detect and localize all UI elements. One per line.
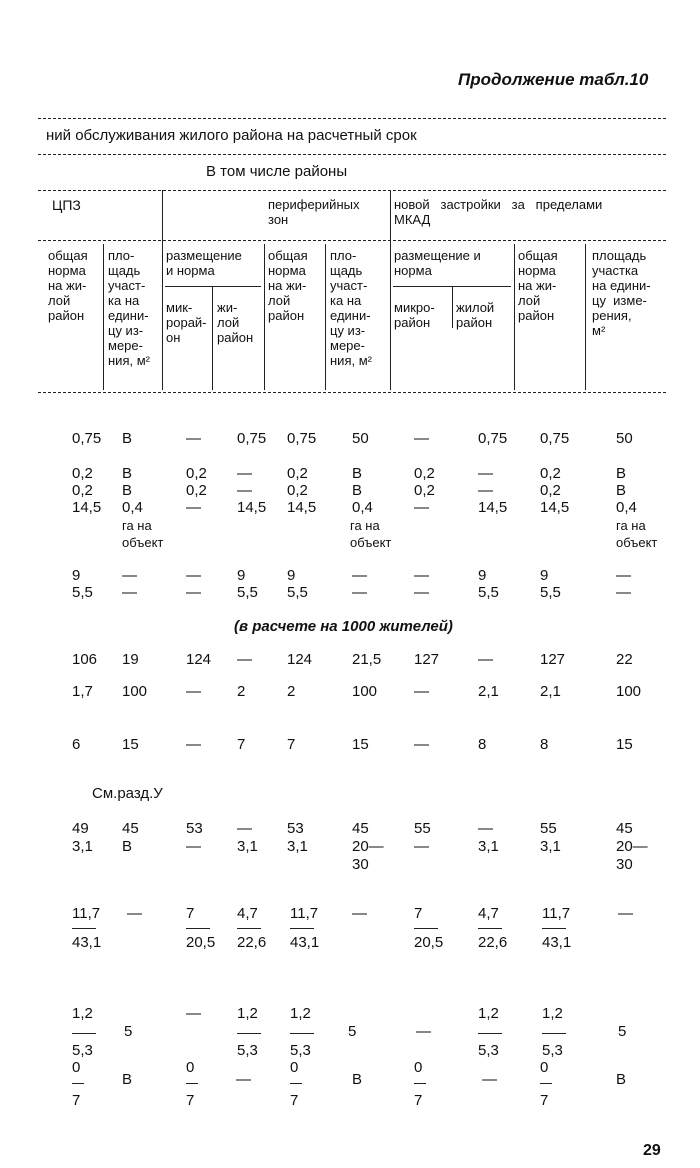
table-cell: 15 — [616, 736, 633, 753]
table-cell: — — [616, 567, 631, 584]
table-cell: 14,5 — [237, 499, 267, 516]
table-cell: 20— — [616, 838, 648, 855]
fraction-numerator: 11,7 — [72, 905, 101, 922]
table-cell: — — [237, 651, 252, 668]
table-cell: 14,5 — [540, 499, 570, 516]
table-cell: — — [478, 651, 493, 668]
table-cell: 2 — [287, 683, 296, 700]
vline-c6 — [514, 244, 515, 390]
table-cell: — — [237, 482, 252, 499]
table-cell: 5 — [348, 1023, 357, 1040]
fraction-numerator: 0 — [72, 1059, 81, 1076]
fraction-bar — [478, 928, 502, 929]
table-cell: 3,1 — [287, 838, 308, 855]
table-cell: 0,2 — [186, 482, 207, 499]
table-cell: — — [186, 430, 201, 447]
fraction-bar — [72, 1083, 84, 1084]
table-cell: — — [478, 465, 493, 482]
group-new-development: новой застройки за пределами МКАД — [394, 197, 603, 227]
continuation-title: Продолжение табл.10 — [458, 70, 649, 89]
table-cell: — — [186, 838, 201, 855]
col-header-6: размещение и норма — [394, 248, 481, 278]
fraction-bar — [290, 1033, 314, 1034]
table-cell: — — [478, 482, 493, 499]
table-cell: 0,75 — [72, 430, 102, 447]
fraction-bar — [186, 928, 210, 929]
row11-cont-1: 30 — [352, 856, 369, 873]
table-cell: 0,75 — [540, 430, 570, 447]
table-cell: 9 — [237, 567, 246, 584]
table-cell: 50 — [616, 430, 633, 447]
fraction-bar — [290, 1083, 302, 1084]
table-cell: — — [414, 430, 429, 447]
table-cell: 0,4 — [352, 499, 373, 516]
col-header-2: пло- щадь участ- ка на едини- цу из- мере- ния, м² — [108, 248, 150, 368]
table-cell: — — [414, 567, 429, 584]
fraction-denominator: 43,1 — [542, 934, 572, 951]
table-cell: 2,1 — [478, 683, 499, 700]
table-cell: 6 — [72, 736, 81, 753]
table-cell: — — [414, 683, 429, 700]
fraction-denominator: 43,1 — [72, 934, 102, 951]
col-header-3: размещение и норма — [166, 248, 242, 278]
vline-c1 — [103, 244, 104, 390]
table-cell: — — [236, 1071, 251, 1088]
table-cell: 106 — [72, 651, 98, 668]
vline-c3 — [264, 244, 265, 390]
table-cell: 0,2 — [540, 465, 561, 482]
table-cell: — — [186, 683, 201, 700]
table-cell: 5,5 — [237, 584, 258, 601]
table-cell: — — [186, 736, 201, 753]
fraction-numerator: 1,2 — [290, 1005, 311, 1022]
table-cell: 5,5 — [287, 584, 308, 601]
col-header-4: общая норма на жи- лой район — [268, 248, 308, 323]
table-cell: 15 — [122, 736, 139, 753]
table-cell: 3,1 — [237, 838, 258, 855]
table-cell: 0,4 — [616, 499, 637, 516]
table-cell: 15 — [352, 736, 369, 753]
fraction-numerator: — — [618, 905, 633, 922]
see-section: См.разд.У — [92, 785, 163, 802]
table-cell: 22 — [616, 651, 633, 668]
note-b-2: объект — [350, 535, 392, 550]
table-cell: 124 — [186, 651, 212, 668]
col-header-6a: микро- район — [394, 300, 435, 330]
table-cell: 9 — [72, 567, 81, 584]
fraction-denominator: 5,3 — [72, 1042, 93, 1059]
page-number: 29 — [643, 1142, 661, 1159]
table-cell: — — [186, 584, 201, 601]
fraction-numerator: 0 — [414, 1059, 423, 1076]
group-peripheral: периферийных зон — [268, 197, 360, 227]
note-a-3: га на — [616, 518, 646, 533]
table-cell: 0,2 — [72, 465, 93, 482]
vline-peripheral-new — [390, 190, 391, 390]
table-cell: 45 — [352, 820, 369, 837]
fraction-bar — [542, 928, 566, 929]
table-cell: 14,5 — [72, 499, 102, 516]
table-cell: 3,1 — [72, 838, 93, 855]
fraction-numerator: — — [186, 1005, 201, 1022]
col-header-6b: жилой район — [456, 300, 495, 330]
table-cell: 0,2 — [414, 482, 435, 499]
table-cell: 3,1 — [478, 838, 499, 855]
fraction-numerator: 1,2 — [237, 1005, 258, 1022]
table-cell: 8 — [540, 736, 549, 753]
vline-c4 — [325, 244, 326, 390]
table-cell: 49 — [72, 820, 89, 837]
note-a-2: га на — [350, 518, 380, 533]
vline-cpz-peripheral — [162, 190, 163, 390]
table-cell: 3,1 — [540, 838, 561, 855]
vline-c6ab — [452, 286, 453, 328]
fraction-bar — [237, 928, 261, 929]
fraction-numerator: 4,7 — [237, 905, 258, 922]
rule-4 — [38, 240, 666, 241]
table-cell: — — [122, 567, 137, 584]
table-cell: — — [414, 584, 429, 601]
table-cell: 0,75 — [237, 430, 267, 447]
fraction-numerator: 1,2 — [72, 1005, 93, 1022]
table-cell: — — [122, 584, 137, 601]
fraction-numerator: — — [352, 905, 367, 922]
header-subtitle: В том числе районы — [206, 163, 348, 180]
table-cell: 1,7 — [72, 683, 93, 700]
fraction-bar — [290, 928, 314, 929]
fraction-denominator: 7 — [540, 1092, 549, 1109]
fraction-denominator: 7 — [414, 1092, 423, 1109]
table-cell: — — [414, 736, 429, 753]
fraction-numerator: 1,2 — [478, 1005, 499, 1022]
table-cell: 0,75 — [478, 430, 508, 447]
group-cpz: ЦПЗ — [52, 197, 81, 213]
table-cell: 0,75 — [287, 430, 317, 447]
fraction-bar — [540, 1083, 552, 1084]
fraction-denominator: 7 — [72, 1092, 81, 1109]
table-cell: — — [186, 499, 201, 516]
note-b-1: объект — [122, 535, 164, 550]
fraction-numerator: 7 — [186, 905, 195, 922]
table-cell: 9 — [287, 567, 296, 584]
rule-header-bottom — [38, 392, 666, 393]
table-cell: 2,1 — [540, 683, 561, 700]
col-header-3a: мик- рорай- он — [166, 300, 207, 345]
table-cell: — — [414, 838, 429, 855]
fraction-denominator: 20,5 — [414, 934, 444, 951]
table-cell: 0,2 — [186, 465, 207, 482]
section-note: (в расчете на 1000 жителей) — [234, 618, 453, 635]
fraction-denominator: 7 — [290, 1092, 299, 1109]
table-cell: — — [414, 499, 429, 516]
table-cell: 5,5 — [72, 584, 93, 601]
table-cell: 5 — [618, 1023, 627, 1040]
table-cell: В — [616, 482, 627, 499]
fraction-denominator: 5,3 — [290, 1042, 311, 1059]
table-cell: В — [122, 482, 133, 499]
table-cell: 55 — [540, 820, 557, 837]
table-cell: В — [122, 838, 133, 855]
fraction-numerator: 7 — [414, 905, 423, 922]
table-cell: 45 — [122, 820, 139, 837]
fraction-bar — [542, 1033, 566, 1034]
table-cell: — — [482, 1071, 497, 1088]
fraction-numerator: 0 — [186, 1059, 195, 1076]
table-cell: 2 — [237, 683, 246, 700]
table-cell: 5 — [124, 1023, 133, 1040]
table-cell: 100 — [352, 683, 378, 700]
fraction-numerator: 11,7 — [542, 905, 571, 922]
table-cell: 0,2 — [72, 482, 93, 499]
table-cell: 5,5 — [478, 584, 499, 601]
col-header-7: общая норма на жи- лой район — [518, 248, 558, 323]
table-cell: — — [186, 567, 201, 584]
col-header-8: площадь участка на едини- цу изме- рения, м² — [592, 248, 651, 338]
fraction-denominator: 5,3 — [542, 1042, 563, 1059]
fraction-numerator: 11,7 — [290, 905, 319, 922]
table-cell: В — [616, 465, 627, 482]
fraction-numerator: 0 — [290, 1059, 299, 1076]
table-cell: В — [122, 430, 133, 447]
fraction-bar — [237, 1033, 261, 1034]
fraction-denominator: 5,3 — [478, 1042, 499, 1059]
fraction-bar — [414, 1083, 426, 1084]
table-cell: 20— — [352, 838, 384, 855]
table-cell: 14,5 — [287, 499, 317, 516]
table-cell: В — [352, 465, 363, 482]
fraction-denominator: 43,1 — [290, 934, 320, 951]
fraction-denominator: 5,3 — [237, 1042, 258, 1059]
fraction-bar — [414, 928, 438, 929]
fraction-numerator: 0 — [540, 1059, 549, 1076]
table-cell: — — [616, 584, 631, 601]
table-cell: 5,5 — [540, 584, 561, 601]
table-cell: В — [122, 465, 133, 482]
table-cell: 124 — [287, 651, 313, 668]
fraction-denominator: 7 — [186, 1092, 195, 1109]
table-cell: 0,2 — [540, 482, 561, 499]
table-cell: В — [122, 1071, 133, 1088]
row11-cont-2: 30 — [616, 856, 633, 873]
col-header-1: общая норма на жи- лой район — [48, 248, 88, 323]
table-cell: — — [237, 465, 252, 482]
table-cell: 55 — [414, 820, 431, 837]
table-cell: 7 — [287, 736, 296, 753]
table-cell: В — [352, 1071, 363, 1088]
table-cell: 45 — [616, 820, 633, 837]
fraction-bar — [72, 928, 96, 929]
fraction-bar — [478, 1033, 502, 1034]
col-header-5: пло- щадь участ- ка на едини- цу из- мере- ния, м² — [330, 248, 372, 368]
fraction-bar — [186, 1083, 198, 1084]
table-cell: — — [416, 1023, 431, 1040]
rule-top — [38, 118, 666, 119]
table-cell: 9 — [478, 567, 487, 584]
table-cell: 9 — [540, 567, 549, 584]
fraction-denominator: 20,5 — [186, 934, 216, 951]
fraction-denominator: 22,6 — [237, 934, 267, 951]
fraction-numerator: 4,7 — [478, 905, 499, 922]
col-header-3b: жи- лой район — [217, 300, 254, 345]
table-cell: 53 — [287, 820, 304, 837]
table-cell: 8 — [478, 736, 487, 753]
rule-sub-c6 — [393, 286, 511, 287]
fraction-numerator: 1,2 — [542, 1005, 563, 1022]
rule-3 — [38, 190, 666, 191]
table-cell: — — [237, 820, 252, 837]
table-cell: — — [478, 820, 493, 837]
table-cell: 127 — [540, 651, 566, 668]
fraction-numerator: — — [127, 905, 142, 922]
table-cell: 0,2 — [414, 465, 435, 482]
table-cell: 127 — [414, 651, 440, 668]
rule-sub-c3 — [165, 286, 261, 287]
table-cell: 53 — [186, 820, 203, 837]
note-b-3: объект — [616, 535, 658, 550]
table-cell: 0,4 — [122, 499, 143, 516]
table-cell: В — [616, 1071, 627, 1088]
table-cell: 100 — [122, 683, 148, 700]
table-cell: 0,2 — [287, 465, 308, 482]
table-cell: 14,5 — [478, 499, 508, 516]
table-cell: — — [352, 567, 367, 584]
table-cell: 19 — [122, 651, 139, 668]
fraction-bar — [72, 1033, 96, 1034]
table-cell: 7 — [237, 736, 246, 753]
table-cell: 50 — [352, 430, 369, 447]
table-cell: 100 — [616, 683, 642, 700]
vline-c3ab — [212, 286, 213, 390]
note-a-1: га на — [122, 518, 152, 533]
table-cell: — — [352, 584, 367, 601]
rule-2 — [38, 154, 666, 155]
table-title-line: ний обслуживания жилого района на расчетный срок — [46, 127, 417, 144]
table-cell: 0,2 — [287, 482, 308, 499]
table-cell: В — [352, 482, 363, 499]
vline-c7 — [585, 244, 586, 390]
table-cell: 21,5 — [352, 651, 382, 668]
fraction-denominator: 22,6 — [478, 934, 508, 951]
